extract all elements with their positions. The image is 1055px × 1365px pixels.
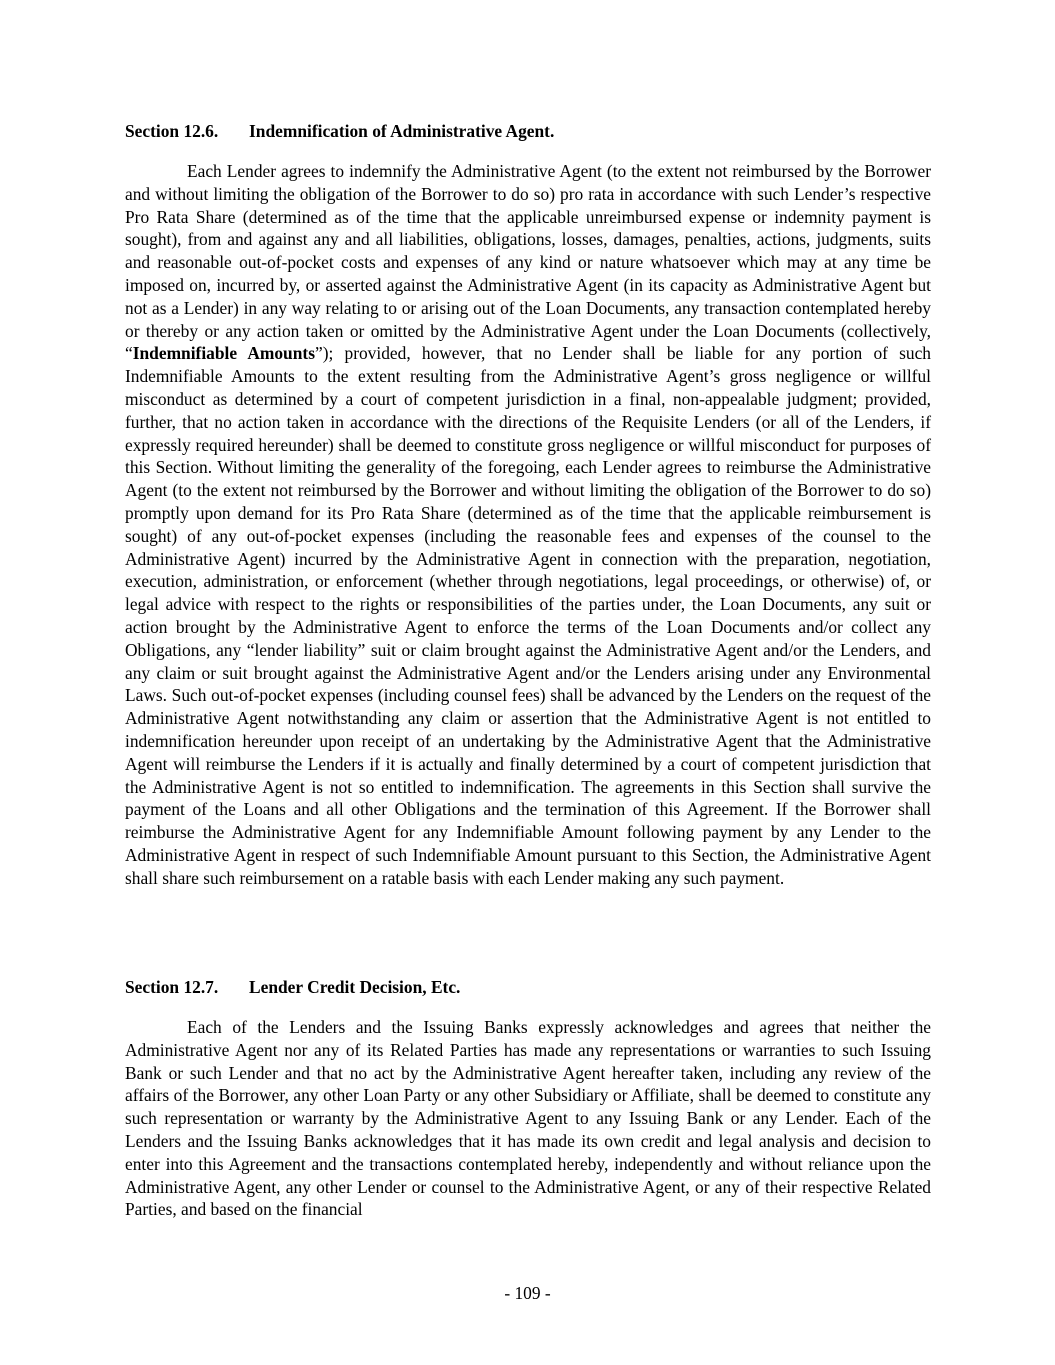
section-number: Section 12.6.: [125, 121, 219, 141]
body-text-part-2: ”); provided, however, that no Lender shall be liable for any portion of such Indemnifiable Amounts to the extent resulting from the Administrative Agent’s gross negligence or willful misconduct as determined by a court of competent jurisdiction in a final, non-appealable judgment; provided, further, that no action taken in accordance with the directions of the Requisite Lenders (or all of the Lenders, if expressly required hereunder) shall be deemed to constitute gross negligence or willful misconduct for purposes of this Section. Without limiting the generality of the foregoing, each Lender agrees to reimburse the Administrative Agent (to the extent not reimbursed by the Borrower and without limiting the obligation of the Borrower to do so) promptly upon demand for its Pro Rata Share (determined as of the time that the applicable reimbursement is sought) of any out-of-pocket expenses (including the reasonable fees and expenses of the counsel to the Administrative Agent) incurred by the Administrative Agent in connection with the preparation, negotiation, execution, administration, or enforcement (whether through negotiations, legal proceedings, or otherwise) of, or legal advice with respect to the rights or responsibilities of the parties under, the Loan Documents, any suit or action brought by the Administrative Agent to enforce the terms of the Loan Documents and/or collect any Obligations, any “lender liability” suit or claim brought against the Administrative Agent and/or the Lenders, and any claim or suit brought against the Administrative Agent and/or the Lenders arising under any Environmental Laws. Such out-of-pocket expenses (including counsel fees) shall be advanced by the Lenders on the request of the Administrative Agent notwithstanding any claim or assertion that the Administrative Agent is not entitled to indemnification hereunder upon receipt of an undertaking by the Administrative Agent that the Administrative Agent will reimburse the Lenders if it is actually and finally determined by a court of competent jurisdiction that the Administrative Agent is not so entitled to indemnification. The agreements in this Section shall survive the payment of the Loans and all other Obligations and the termination of this Agreement. If the Borrower shall reimburse the Administrative Agent for any Indemnifiable Amount following payment by any Lender to the Administrative Agent in respect of such Indemnifiable Amount pursuant to this Section, the Administrative Agent shall share such reimbursement on a ratable basis with each Lender making any such payment.: [125, 343, 931, 888]
section-number: Section 12.7.: [125, 977, 219, 997]
section-12-7-body: Each of the Lenders and the Issuing Banks expressly acknowledges and agrees that neither the Administrative Agent nor any of its Related Parties has made any representations or warranties to such Issuing Bank or such Lender and that no act by the Administrative Agent hereafter taken, including any review of the affairs of the Borrower, any other Loan Party or any other Subsidiary or Affiliate, shall be deemed to constitute any such representation or warranty by the Administrative Agent to any Issuing Bank or any Lender. Each of the Lenders and the Issuing Banks acknowledges that it has made its own credit and legal analysis and decision to enter into this Agreement and the transactions contemplated hereby, independently and without reliance upon the Administrative Agent, any other Lender or counsel to the Administrative Agent, or any of their respective Related Parties, and based on the financial: [125, 1017, 931, 1220]
section-12-6-body: [125, 160, 931, 890]
section-12-7-heading: [125, 976, 931, 999]
section-title: Indemnification of Administrative Agent.: [249, 121, 555, 141]
defined-term: Indemnifiable Amounts: [132, 343, 315, 364]
body-text-part-1: Each Lender agrees to indemnify the Administrative Agent (to the extent not reimbursed by the Borrower and without limiting the obligation of the Borrower to do so) pro rata in accordance with such Lender’s respective Pro Rata Share (determined as of the time that the applicable unreimbursed expense or indemnity payment is sought), from and against any and all liabilities, obligations, losses, damages, penalties, actions, judgments, suits and reasonable out-of-pocket costs and expenses of any kind or nature whatsoever which may at any time be imposed on, incurred by, or asserted against the Administrative Agent (in its capacity as Administrative Agent but not as a Lender) in any way relating to or arising out of the Loan Documents, any transaction contemplated hereby or thereby or any action taken or omitted by the Administrative Agent under the Loan Documents (collectively, “: [125, 161, 931, 364]
section-title: Lender Credit Decision, Etc.: [249, 977, 461, 997]
section-12-6-heading: [125, 120, 931, 143]
page-number: - 109 -: [504, 1283, 551, 1303]
